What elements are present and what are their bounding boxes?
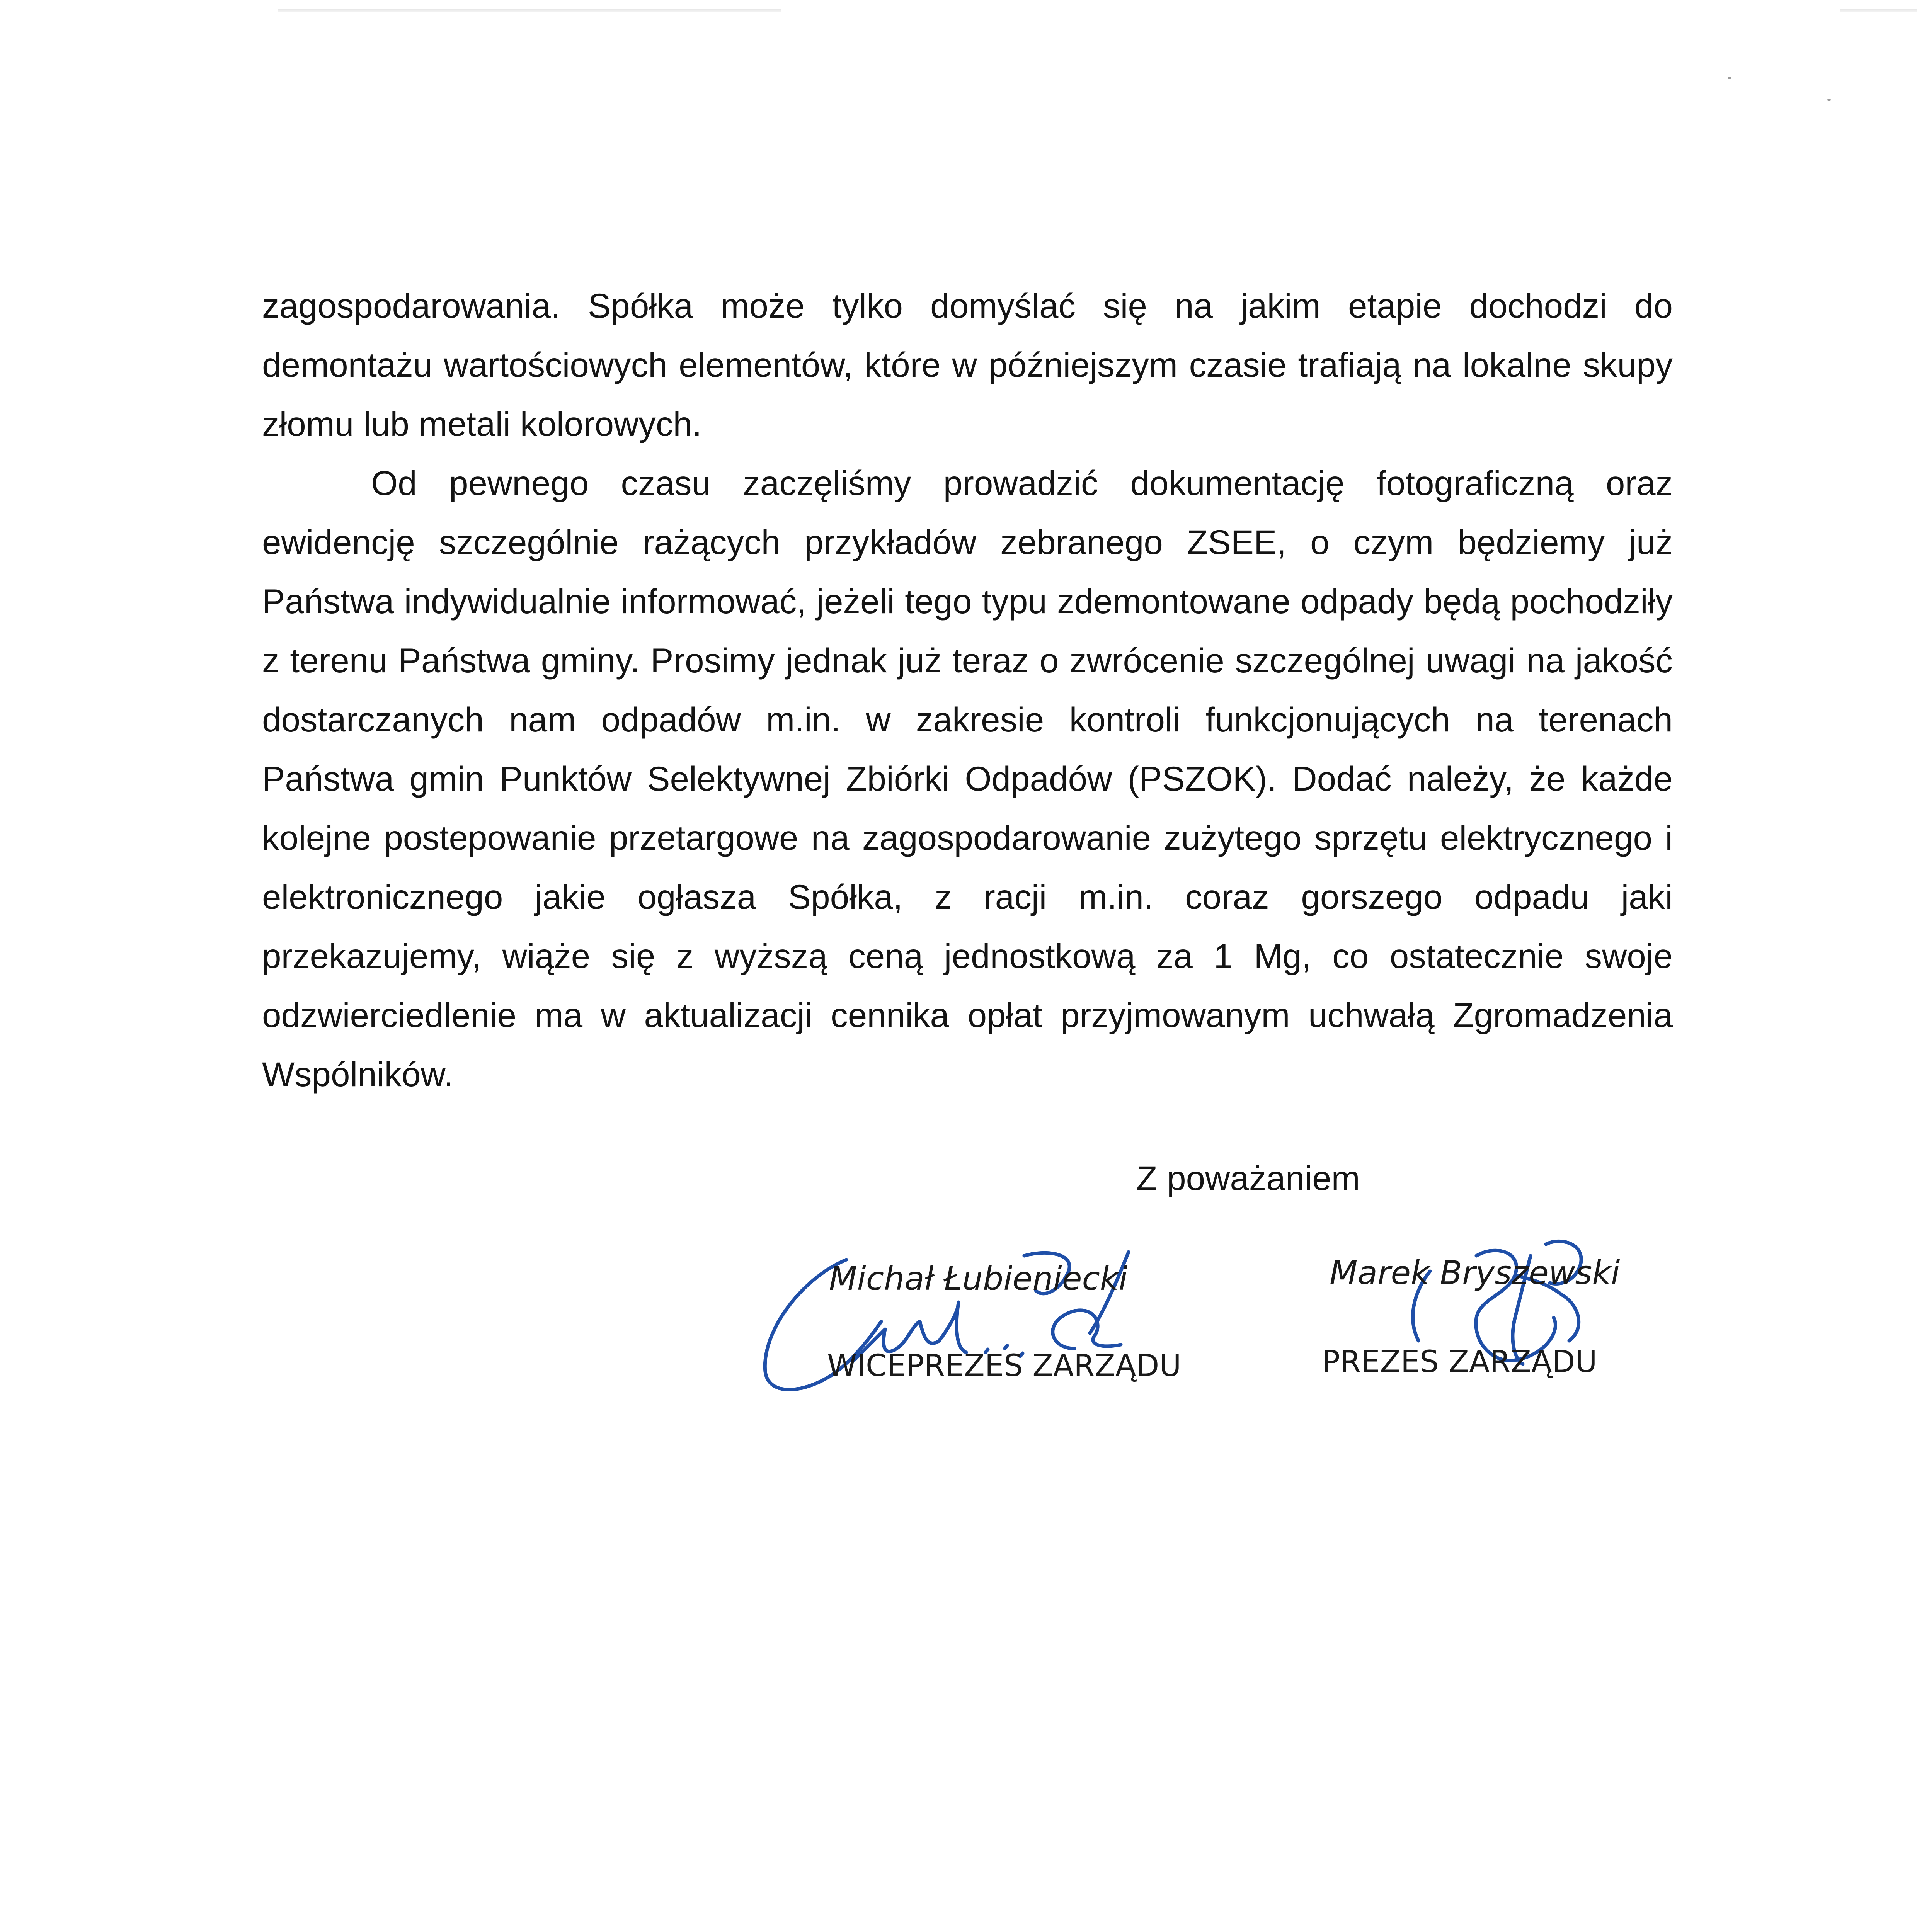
scan-speck (1827, 99, 1831, 101)
scan-speck (1728, 77, 1731, 79)
scan-edge-right (1840, 9, 1917, 12)
signatory-title: PREZES ZARZĄDU (1322, 1345, 1597, 1379)
signature-president (1314, 1233, 1778, 1418)
letter-paragraph: zagospodarowania. Spółka może tylko domyślać się na jakim etapie dochodzi do demontażu wartościowych elementów, które w późniejszym czasie trafiają na lokalne skupy złomu lub metali kolorowych. (262, 286, 1673, 443)
signatory-title: WICEPREZES ZARZĄDU (827, 1349, 1182, 1383)
letter-body (262, 276, 1673, 1104)
signatory-name: Michał Łubieniecki (829, 1260, 1128, 1298)
letter-paragraph: Od pewnego czasu zaczęliśmy prowadzić dokumentację fotograficzną oraz ewidencję szczególnie rażących przykładów zebranego ZSEE, o czym będziemy już Państwa indywidualnie informować, jeżeli tego typu zdemontowane odpady będą pochodziły z terenu Państwa gminy. Prosimy jednak już teraz o zwrócenie szczególnej uwagi na jakość dostarczanych nam odpadów m.in. w zakresie kontroli funkcjonujących na terenach Państwa gmin Punktów Selektywnej Zbiórki Odpadów (PSZOK). Dodać należy, że każde kolejne postepowanie przetargowe na zagospodarowanie zużytego sprzętu elektrycznego i elektronicznego jakie ogłasza Spółka, z racji m.in. coraz gorszego odpadu jaki przekazujemy, wiąże się z wyższą ceną jednostkową za 1 Mg, co ostatecznie swoje odzwierciedlenie ma w aktualizacji cennika opłat przyjmowanym uchwałą Zgromadzenia Wspólników. (262, 464, 1673, 1094)
letter-closing: Z poważaniem (1136, 1159, 1360, 1197)
signature-vice-president (758, 1233, 1221, 1418)
scan-edge-left (278, 9, 781, 12)
signatory-name: Marek Bryszewski (1330, 1254, 1620, 1292)
